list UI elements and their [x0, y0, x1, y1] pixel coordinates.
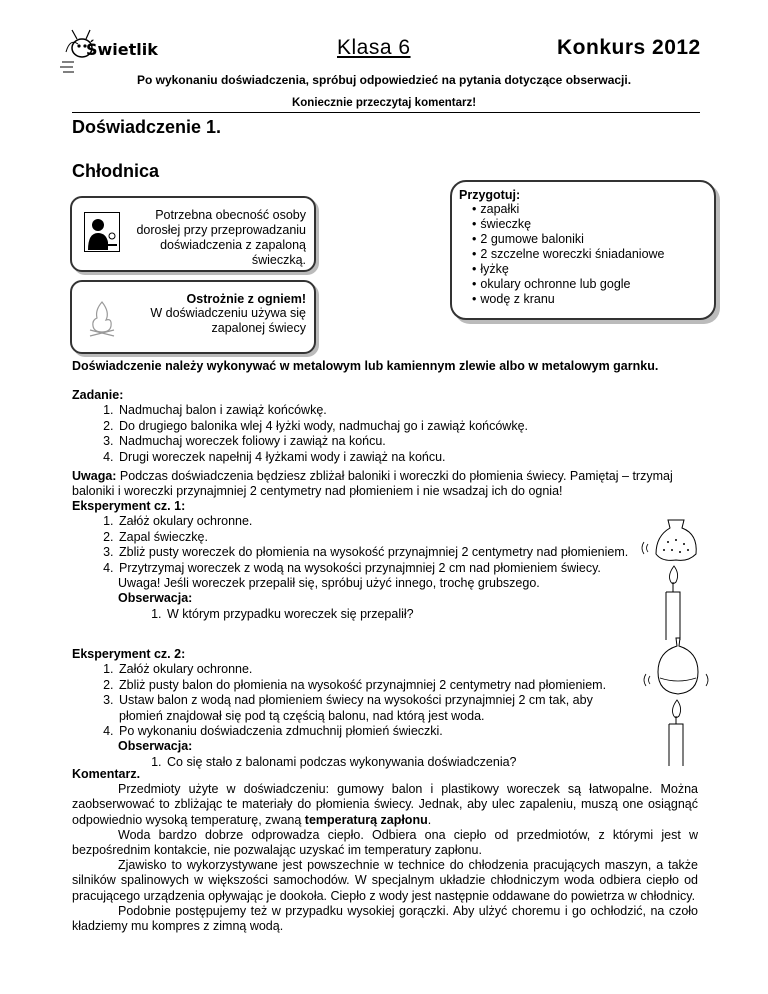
logo-text: Świetlik — [86, 40, 158, 59]
intro-text: Po wykonaniu doświadczenia, spróbuj odpowiedzieć na pytania dotyczące obserwacji. — [136, 73, 632, 87]
note-paragraph — [72, 469, 700, 500]
comment-paragraph-3: Zjawisko to wykorzystywane jest powszechnie w technice do chłodzenia pracujących maszyn, a także silników spalinowych w większości samochodów. W specjalnym układzie chłodniczym woda odbiera ciepło od pracującego urządzenia opływając je dookoła. Ciepło z wody jest następnie oddawane do powietrza w chłodnicy. — [72, 858, 698, 903]
flame-icon — [84, 296, 120, 338]
sink-warning: Doświadczenie należy wykonywać w metalowym lub kamiennym zlewie albo w metalowym garnku. — [72, 359, 659, 373]
prepare-item: • świeczkę — [472, 217, 665, 232]
prepare-item: • 2 gumowe baloniki — [472, 232, 665, 247]
must-read-text: Koniecznie przeczytaj komentarz! — [291, 97, 477, 109]
prepare-item: • okulary ochronne lub gogle — [472, 277, 665, 292]
task-steps — [72, 403, 712, 465]
class-label: Klasa 6 — [337, 36, 411, 59]
ignition-temperature-term: temperaturą zapłonu — [304, 812, 428, 827]
part1-step: 2. Zapal świeczkę. — [117, 530, 632, 545]
part1-extra: Uwaga! Jeśli woreczek przepalił się, spróbuj użyć innego, trochę grubszego. — [118, 576, 540, 591]
comment-paragraph-2: Woda bardzo dobrze odprowadza ciepło. Odbiera ona ciepło od przedmiotów, z którymi jest w bezpośrednim kontakcie, nie pozwalając uzyskać im temperatury zapłonu. — [72, 827, 698, 858]
task-step: 3. Nadmuchaj woreczek foliowy i zawiąż na końcu. — [117, 434, 712, 449]
fire-warning-text: W doświadczeniu używa się zapalonej świecy — [150, 306, 306, 335]
part1-step: 3. Zbliż pusty woreczek do płomienia na wysokość przynajmniej 2 centymetry nad płomieniem. — [117, 545, 632, 560]
part2-step: 2. Zbliż pusty balon do płomienia na wysokość przynajmniej 2 centymetry nad płomieniem. — [117, 678, 632, 693]
prepare-item: • wodę z kranu — [472, 292, 665, 307]
part1-steps — [72, 514, 632, 576]
comment-p1-text: Przedmioty użyte w doświadczeniu: gumowy balon i plastikowy woreczek są łatwopalne. Można zaobserwować to zbliżając te materiały do płomienia świecy. Jednak, aby ulec zapaleniu, muszą one osiągnąć odpowiednio wysoką temperaturę, zwaną — [72, 782, 698, 827]
part1-obs-question: 1. W którym przypadku woreczek się przepalił? — [165, 607, 632, 622]
task-section — [72, 388, 712, 465]
task-step: 4. Drugi woreczek napełnij 4 łyżkami wody i zawiąż na końcu. — [117, 450, 712, 465]
part2-step: 1. Załóż okulary ochronne. — [117, 662, 632, 677]
experiment-subtitle: Chłodnica — [72, 161, 160, 181]
task-title: Zadanie: — [72, 388, 124, 402]
comment-paragraph-1 — [72, 782, 698, 828]
fire-warning-box — [70, 280, 316, 354]
prepare-item: • zapałki — [472, 202, 665, 217]
part1-observation — [118, 591, 632, 622]
part2-step: 4. Po wykonaniu doświadczenia zdmuchnij płomień świeczki. — [117, 724, 632, 739]
part1-step: 4. Przytrzymaj woreczek z wodą na wysokości przynajmniej 2 cm nad płomieniem świecy. — [117, 561, 632, 576]
part2-steps — [72, 662, 632, 739]
contest-label: Konkurs 2012 — [557, 36, 701, 59]
part2-section — [72, 647, 632, 770]
part2-observation — [118, 739, 632, 770]
comment-p1-end: . — [427, 812, 432, 827]
part1-title: Eksperyment cz. 1: — [72, 499, 186, 513]
part1-obs-title: Obserwacja: — [118, 591, 193, 606]
comment-section — [72, 767, 698, 934]
adult-presence-text: Potrzebna obecność osoby dorosłej przy przeprowadzaniu doświadczenia z zapaloną świeczką. — [136, 208, 306, 267]
part2-title: Eksperyment cz. 2: — [72, 647, 186, 661]
comment-paragraph-4: Podobnie postępujemy też w przypadku wysokiej gorączki. Aby ulżyć choremu i go ochłodzić, na czoło kładziemy mu kompres z zimną wodą. — [72, 903, 698, 934]
prepare-title: Przygotuj: — [459, 188, 521, 202]
balloon-candle-illustration-icon — [640, 636, 712, 768]
header-divider — [72, 112, 700, 113]
note-section — [72, 469, 700, 500]
prepare-item: • 2 szczelne woreczki śniadaniowe — [472, 247, 665, 262]
bag-candle-illustration-icon — [638, 512, 710, 642]
part1-section — [72, 499, 632, 622]
prepare-box — [450, 180, 716, 320]
comment-title: Komentarz. — [72, 767, 141, 781]
adult-presence-box — [70, 196, 316, 272]
task-step: 2. Do drugiego balonika wlej 4 łyżki wody, nadmuchaj go i zawiąż końcówkę. — [117, 419, 712, 434]
note-text: Podczas doświadczenia będziesz zbliżał baloniki i woreczki do płomienia świecy. Pamiętaj – trzymaj baloniki i woreczki przynajmniej 2 centymetry nad płomieniem i nie wsadzaj ich do ognia! — [72, 469, 673, 499]
part2-obs-title: Obserwacja: — [118, 739, 193, 754]
part2-step: 3. Ustaw balon z wodą nad płomieniem świecy na wysokości przynajmniej 2 cm tak, aby płomień znajdował się pod tą częścią balonu, nad którą jest woda. — [117, 693, 632, 724]
part2-obs-question: 1. Co się stało z balonami podczas wykonywania doświadczenia? — [165, 755, 632, 770]
adult-person-icon — [84, 212, 120, 252]
note-label: Uwaga: — [72, 469, 117, 483]
part1-step: 1. Załóż okulary ochronne. — [117, 514, 632, 529]
experiment-title: Doświadczenie 1. — [72, 117, 222, 137]
task-step: 1. Nadmuchaj balon i zawiąż końcówkę. — [117, 403, 712, 418]
prepare-list — [472, 202, 665, 307]
prepare-item: • łyżkę — [472, 262, 665, 277]
fire-warning-title: Ostrożnie z ogniem! — [186, 292, 306, 306]
